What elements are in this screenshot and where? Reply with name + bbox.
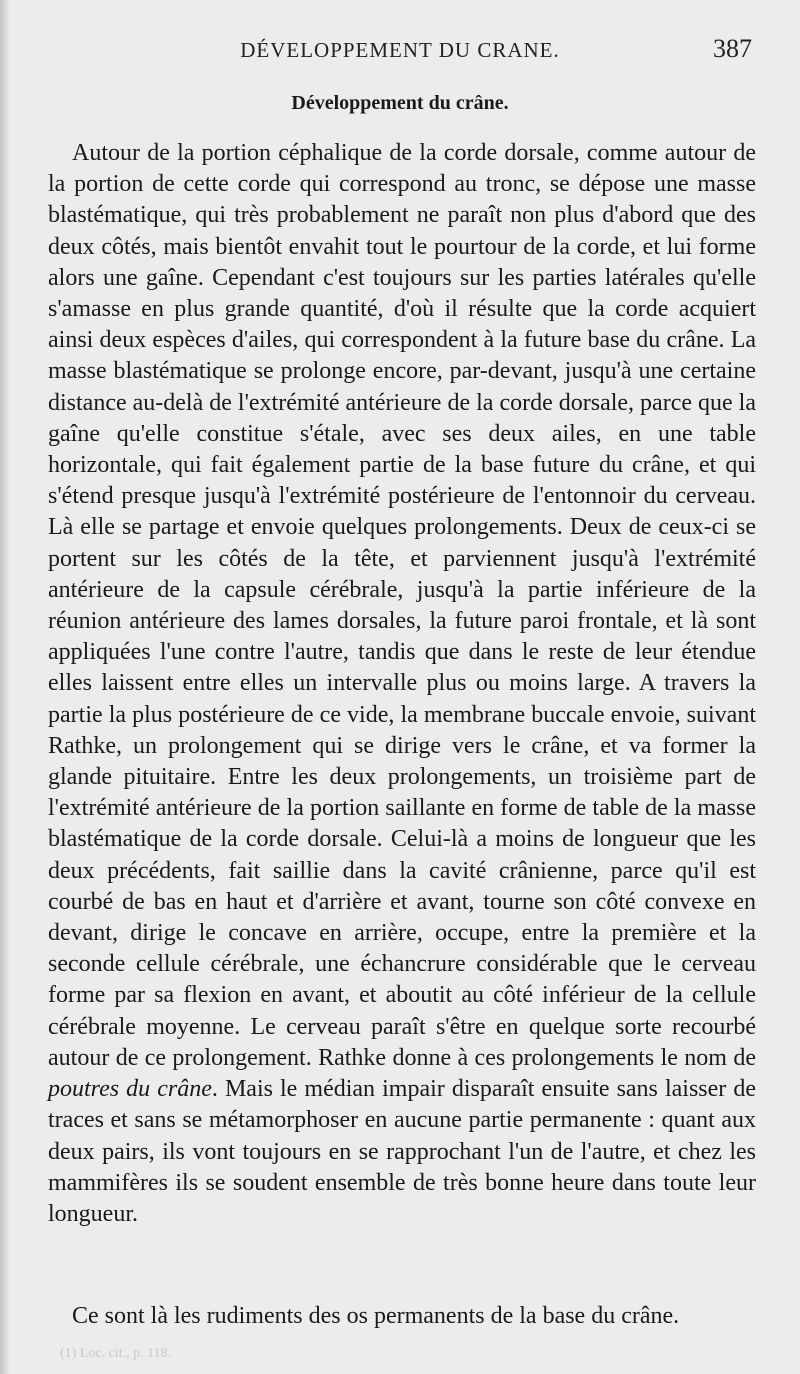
paragraph-text-part-2: . Mais le médian impair disparaît ensuite sans laisser de traces et sans se métamorphoser en aucune partie permanente : quant aux deux pairs, ils vont toujours en se rapprochant l'un de l'autre, et chez les mammifères ils se soudent ensemble de très bonne heure dans toute leur longueur. bbox=[48, 1076, 756, 1227]
section-title: Développement du crâne. bbox=[291, 92, 509, 114]
closing-paragraph-text: Ce sont là les rudiments des os permanents de la base du crâne. bbox=[72, 1303, 680, 1329]
running-header bbox=[48, 34, 752, 66]
show-through-footnote: (1) Loc. cit., p. 118. bbox=[60, 1346, 172, 1361]
italic-term: poutres du crâne bbox=[48, 1076, 212, 1103]
running-title: DÉVELOPPEMENT DU CRANE. bbox=[240, 38, 560, 62]
page-number: 387 bbox=[713, 34, 752, 63]
paragraph-text-part-1: Autour de la portion céphalique de la corde dorsale, comme autour de la portion de cette corde qui correspond au tronc, se dépose une masse blastématique, qui très probablement ne paraît non plus d'abord que des deux côtés, mais bientôt envahit tout le pourtour de la corde, et lui forme alors une gaîne. Cependant c'est toujours sur les parties latérales qu'elle s'amasse en plus grande quantité, d'où il résulte que la corde acquiert ainsi deux espèces d'ailes, qui correspondent à la future base du crâne. La masse blastématique se prolonge encore, par-devant, jusqu'à une certaine distance au-delà de l'extrémité antérieure de la corde dorsale, parce que la gaîne qu'elle constitue s'étale, avec ses deux ailes, en une table horizontale, qui fait également partie de la base future du crâne, et qui s'étend presque jusqu'à l'extrémité postérieure de l'entonnoir du cerveau. Là elle se partage et envoie quelques prolongements. Deux de ceux-ci se portent sur les côtés de la tête, et parviennent jusqu'à l'extrémité antérieure de la capsule cérébrale, jusqu'à la partie inférieure de la réunion antérieure des lames dorsales, la future paroi frontale, et là sont appliquées l'une contre l'autre, tandis que dans le reste de leur étendue elles laissent entre elles un intervalle plus ou moins large. A travers la partie la plus postérieure de ce vide, la membrane buccale envoie, suivant Rathke, un prolongement qui se dirige vers le crâne, et va former la glande pituitaire. Entre les deux prolongements, un troisième part de l'extrémité antérieure de la portion saillante en forme de table de la masse blastématique de la corde dorsale. Celui-là a moins de longueur que les deux précédents, fait saillie dans la cavité crânienne, parce qu'il est courbé de bas en haut et d'arrière et avant, tourne son côté convexe en devant, dirige le concave en arrière, occupe, entre la première et la seconde cellule cérébrale, une échancrure considérable que le cerveau forme par sa flexion en avant, et aboutit au côté inférieur de la cellule cérébrale moyenne. Le cerveau paraît s'être en quelque sorte recourbé autour de ce prolongement. Rathke donne à ces prolongements le nom de bbox=[48, 140, 756, 1071]
closing-paragraph bbox=[48, 1301, 756, 1332]
page-gutter-shadow bbox=[0, 0, 10, 1374]
main-paragraph bbox=[48, 138, 756, 1230]
